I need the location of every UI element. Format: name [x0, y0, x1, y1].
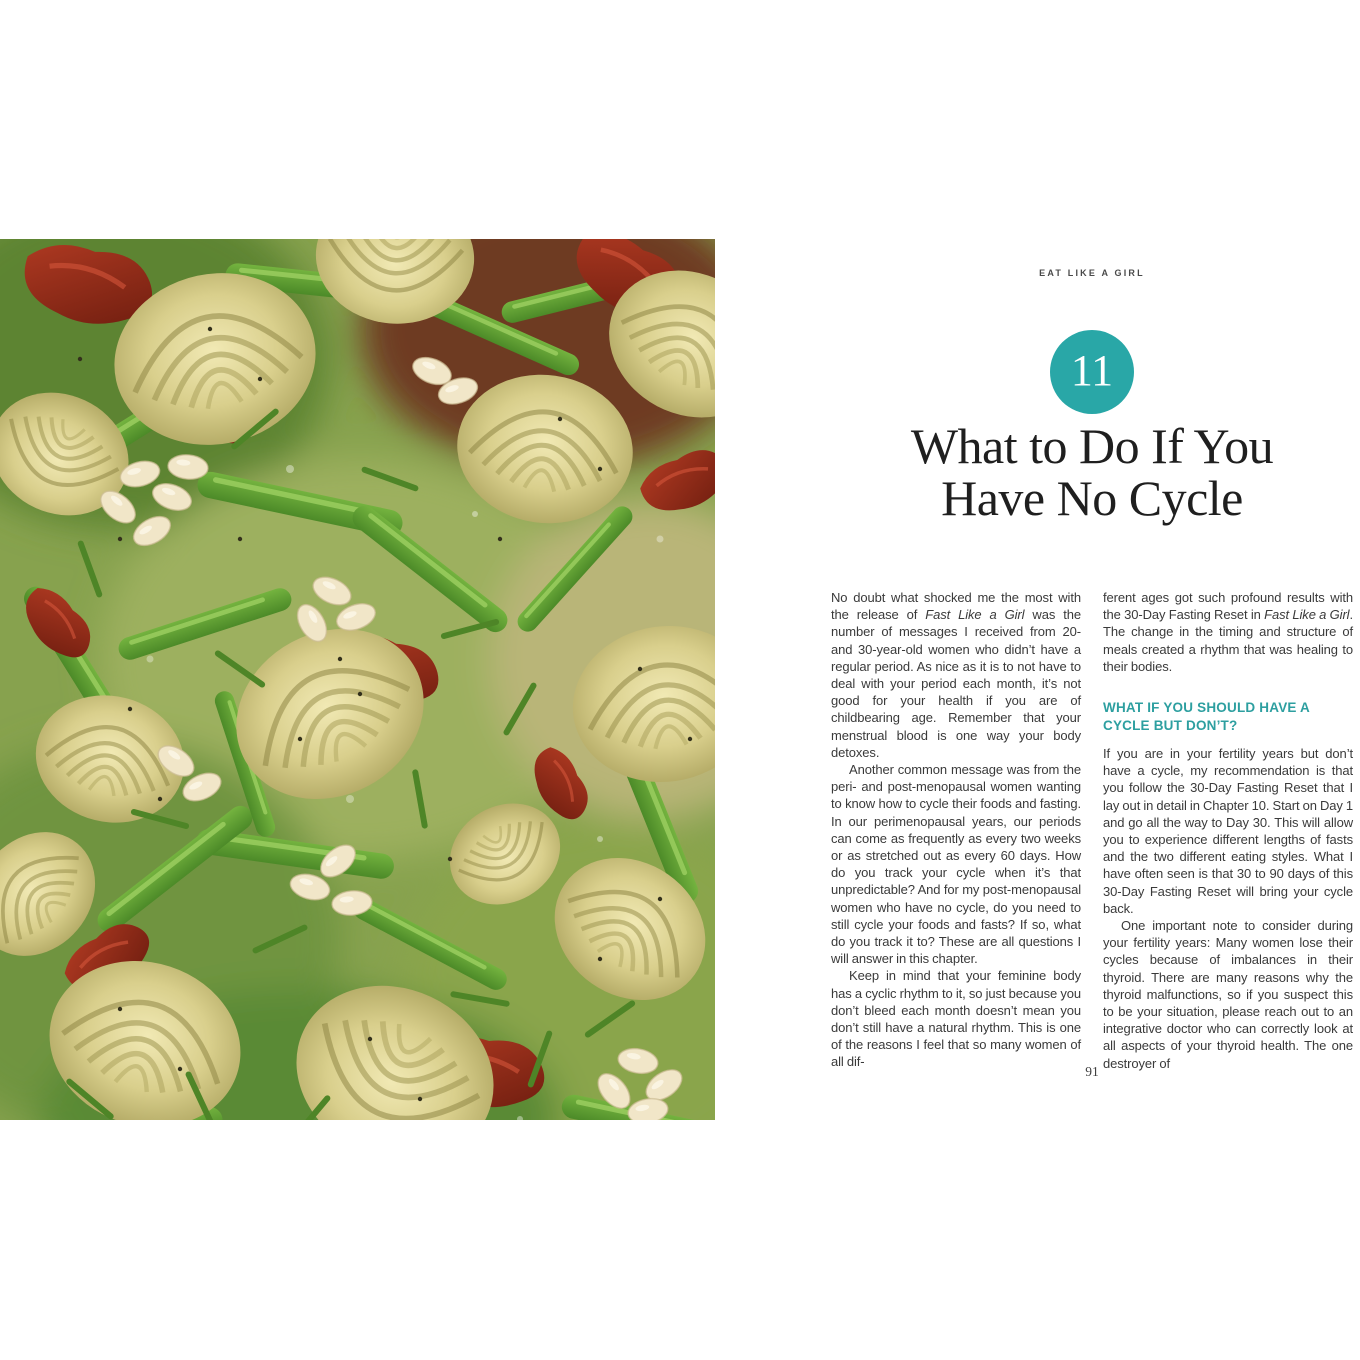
chapter-title-line2: Have No Cycle [941, 470, 1243, 526]
right-page [831, 0, 1353, 1360]
chapter-number: 11 [1070, 345, 1114, 395]
paragraph: One important note to consider during your fertility years: Many women lose their cycles because of imbalances in their thyroid. There are many reasons why the thyroid malfunctions, so if you suspect this to be your situation, please reach out to an integrative doctor who can correctly look at all aspects of your thyroid health. The one destroyer of [1103, 918, 1353, 1071]
section-subhead: WHAT IF YOU SHOULD HAVE A CYCLE BUT DON’T? [1103, 700, 1310, 734]
book-title-italic: Fast Like a Girl [1264, 607, 1350, 623]
chapter-title [791, 420, 1360, 524]
running-head: EAT LIKE A GIRL [1039, 268, 1145, 278]
text-segment: . The change in the timing and structure of meals created a rhythm that was healing to their bodies. [1103, 607, 1353, 674]
text-segment: was the number of messages I received from 20- and 30-year-old women who didn’t have a regular period. As nice as it is to not have to deal with your period each month, it’s not good for your health if you are of childbearing age. Remember that your menstrual blood is one way your body detoxes. [831, 607, 1081, 760]
paragraph-intro [831, 589, 1081, 761]
chapter-title-line1: What to Do If You [910, 418, 1274, 474]
text-segment: No doubt what shocked me the most with the release of [831, 590, 1081, 623]
paragraph-continued [1103, 589, 1353, 675]
paragraph: Another common message was from the peri- and post-menopausal women wanting to know how to cycle their foods and fasting. In our perimenopausal years, our periods can come as frequently as every two weeks or as stretched out as every 60 days. How do you track your cycle when it’s that unpredictable? And for my post-menopausal women who have no cycle, do you need to still cycle your foods and fasts? If so, what do you track it to? These are all questions I will answer in this chapter. [831, 762, 1081, 967]
chapter-number-badge [1050, 330, 1134, 414]
left-text-column [831, 589, 1081, 1072]
paragraph: Keep in mind that your feminine body has a cyclic rhythm to it, so just because you don’t bleed each month doesn’t mean you don’t still have a natural rhythm. This is one of the reasons I feel that so many women of all dif- [831, 968, 1081, 1070]
salad-photo-illustration [0, 239, 715, 1120]
salad-photo [0, 239, 715, 1120]
page-number: 91 [1085, 1064, 1099, 1079]
right-text-column [1103, 589, 1353, 1072]
paragraph: If you are in your fertility years but don’t have a cycle, my recommendation is that you follow the 30-Day Fasting Reset that I lay out in detail in Chapter 10. Start on Day 1 and go all the way to Day 30. This will allow you to experience different lengths of fasts and the two different eating styles. What I have often seen is that 30 to 90 days of this 30-Day Fasting Reset will bring your cycle back. [1103, 746, 1354, 916]
text-segment: ferent ages got such profound results with the 30-Day Fasting Reset in [1103, 590, 1353, 623]
book-title-italic: Fast Like a Girl [925, 607, 1025, 623]
body-columns [831, 589, 1353, 1072]
